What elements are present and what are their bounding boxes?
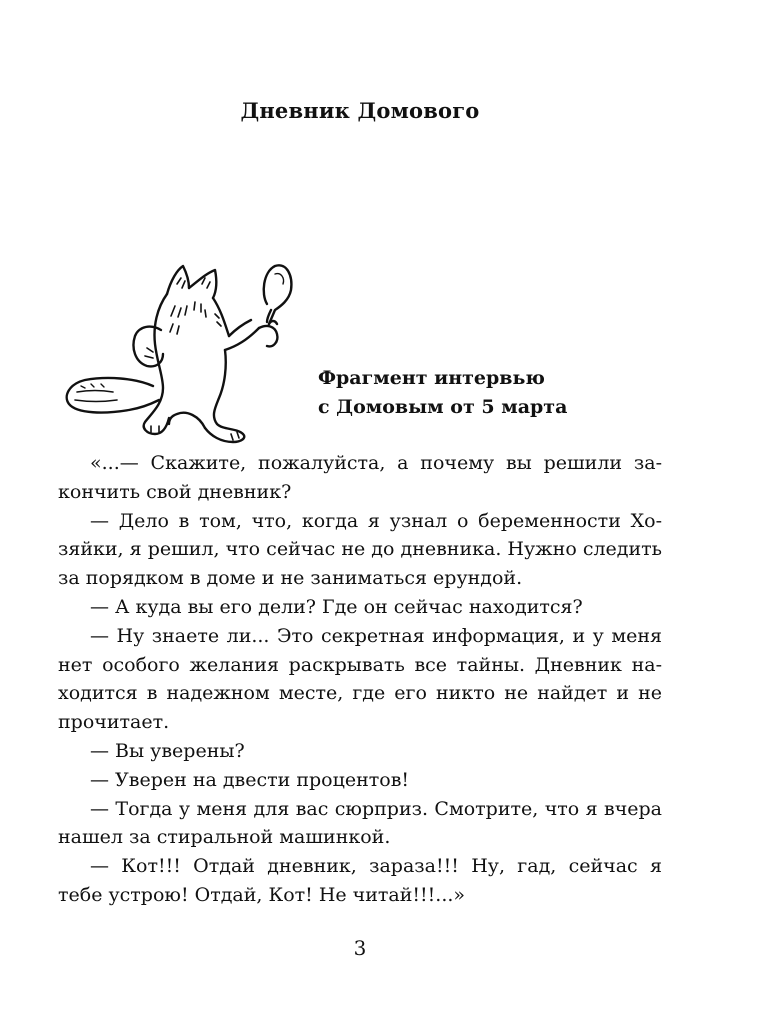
paragraph: «...— Скажите, пожалуйста, а почему вы решили закончить свой дневник? [58,452,662,503]
interview-text [58,449,662,910]
paragraph: — Кот!!! Отдай дневник, зараза!!! Ну, гад, сейчас я тебе устрою! Отдай, Кот! Не читай!!!...» [58,855,662,906]
paragraph: — Вы уверены? [90,739,245,762]
paragraph: — Дело в том, что, когда я узнал о беременности Хозяйки, я решил, что сейчас не до дневника. Нужно следить за порядком в доме и не заниматься ерундой. [58,509,662,590]
paragraph: — А куда вы его дели? Где он сейчас находится? [90,595,583,618]
paragraph: — Тогда у меня для вас сюрприз. Смотрите, что я вчера нашел за стиральной машинкой. [58,797,662,849]
cat-with-drumstick-illustration [55,258,295,448]
paragraph: — Ну знаете ли... Это секретная информация, и у меня нет особого желания раскрывать все тайны. Дневник находится в надежном месте, где его никто не найдет и не прочитает. [58,624,662,734]
interview-subtitle [318,364,567,422]
page-number: 3 [353,936,367,960]
chapter-title: Дневник Домового [240,98,480,123]
subtitle-line-2: с Домовым от 5 марта [318,396,568,418]
subtitle-line-1: Фрагмент интервью [318,367,545,389]
paragraph: — Уверен на двести процентов! [90,768,410,791]
